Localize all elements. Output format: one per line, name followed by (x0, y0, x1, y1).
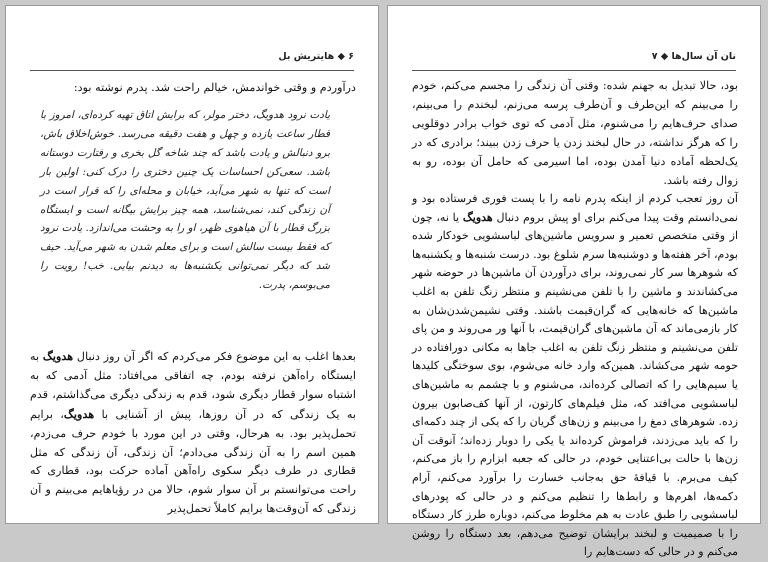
letter-quote: یادت نرود هدویگ، دختر مولر، که برایش اتاق تهیه کرده‌ای، امروز با قطار ساعت یازده و چهل و هفت دقیقه می‌رسد. خوش‌اخلاق باش، برو دنبالش و یادت باشد که چند شاخه گل بخری و رفتارت دوستانه باشد. سعی‌کن احساسات یک چنین دختری را درک کنی: اولین بار است که تنها به شهر می‌آید، خیابان و محله‌ای را که قرار است در آن زندگی کند، نمی‌شناسد، همه چیز برایش بیگانه است و ایستگاه بزرگ قطار با آن هیاهوی ظهر، او را به وحشت می‌اندازد. یادت نرود که فقط بیست سالش است و برای معلم شدن به شهر می‌آید. حیف شد که دیگر نمی‌توانی یکشنبه‌ها به دیدنم بیایی. خب! رویت را می‌بوسم، پدرت. (40, 109, 330, 292)
running-header (30, 48, 354, 71)
diamond-icon: ◆ (660, 51, 669, 62)
page-number: ۶ (348, 51, 354, 62)
main-paragraph (30, 347, 356, 519)
page-number: ۷ (651, 51, 658, 62)
running-title: هایتریش بل (278, 51, 335, 62)
name-bold: هدویگ (63, 406, 95, 421)
paragraph-2 (412, 190, 738, 562)
text-run: یا نه، چون از وقتی متخصص تعمیر و سرویس ماشین‌های لباسشویی خودکار شده بودم، آخر هفته‌ها و دوشنبه‌ها سرم شلوغ بود. درست شنبه‌ها و یکشنبه‌ها که شوهرها سر کار نمی‌روند، برای درآوردن آن ماشین‌ها در حوضه شهر می‌کشاندند و ماشین را با تلفن می‌نشینم و منتظر زنگ تلفن به اغلب ماشین‌ها که خانه‌هایی که گران‌قیمت باشند. وقتی نشیمن‌شدن‌شان به کار بازمی‌ماند که آن ماشین‌های گران‌قیمت، با آنها ور می‌روند و من پای تلفن می‌نشینم و منتظر زنگ تلفن به اغلب جاها به مکانی دورافتاده در حومه شهر می‌کشاند. همین‌که وارد خانه می‌شوم، بوی سوختگی کلیدها یا سیم‌هایی را که اتصالی کرده‌اند، می‌شنوم و با چشمم به ماشین‌های لباسشویی می‌افتد که، مثل فیلم‌های کارتون، از آنها کف‌صابون بیرون زده. شوهرهای دمغ را می‌بینم و زن‌های گریان را که یکی از چند دکمه‌ای را که باید می‌زدند، فراموش کرده‌اند یا یکی را دوبار زده‌اند؛ آنوقت آن زن‌ها با حالت بی‌اعتنایی خودم، در حالی که جعبه ابزارم را باز می‌کنم، کیف می‌برم. با قیافهٔ حق به‌جانب خسارت را برآورد می‌کنم، آرام دکمه‌ها، اهرم‌ها و رابط‌ها را تنظیم می‌کنم و در حالی که پودرهای لباسشویی را طبق عادت به هم مخلوط می‌کنم، دوباره طرز کار دستگاه را با صمیمیت و لبخند برایشان توضیح می‌دهم، بعد دستگاه را روشن می‌کنم و در حالی که دست‌هایم را (412, 210, 738, 559)
running-title: نان آن سال‌ها (671, 51, 736, 62)
text-run: بعدها اغلب به این موضوع فکر می‌کردم که اگر آن روز دنبال (73, 350, 356, 363)
text-run: آن روز تعجب کردم از اینکه پدرم نامه را با پست فوری فرستاده بود و نمی‌دانستم وقت پیدا می‌کنم برای او پیش بروم دنبال (412, 192, 738, 224)
paragraph-1: بود، حالا تبدیل به جهنم شده: وقتی آن زندگی را مجسم می‌کنم، خودم را می‌بینم که این‌طرف و آن‌طرف پرسه می‌زنم، لبخندم را می‌بینم، صدای حرف‌هایم را می‌شنوم، مثل آدمی که توی خواب برادر دوقلویی را که هرگز نداشته، در حال لبخند زدن یا حرف زدن ببیند؛ برادری که در یک‌لحظه آماده دنیا آمدن بوده، اما اسیرمی که حامل آن بوده، رو به زوال رفته باشد. (412, 79, 738, 187)
page-number-label (278, 51, 354, 62)
running-header (412, 48, 736, 71)
intro-line: درآوردم و وقتی خواندمش، خیالم راحت شد. پدرم نوشته بود: (73, 81, 356, 94)
text-run: ، برایم تحمل‌پذیر بود. به هرحال، وقتی در این مورد با خودم حرف می‌زدم، همین اسم را به آن زندگی می‌دادم؛ آن زندگی، آن زندگی که مثل قطاری در طرف دیگر سکوی راه‌آهن آماده حرکت بود، قطاری که راحت می‌توانستم بر آن سوار شوم، حالا من در رؤیاهایم می‌بینم و آن زندگی که آن‌وقت‌ها برایم کاملاً تحمل‌پذیر (30, 407, 356, 516)
right-page (387, 5, 761, 559)
diamond-icon: ◆ (337, 51, 345, 62)
text-run: به ایستگاه راه‌آهن نرفته بودم، چه اتفاقی می‌افتاد: مثل آدمی که به اشتباه سوار قطار دیگری شود، قدم به زندگی دیگری می‌گذاشتم، قدم به یک زندگی که در آن روزها، پیش از آشنایی با (30, 350, 357, 421)
name-bold: هدویگ (462, 210, 493, 224)
running-title-block (652, 51, 736, 62)
name-bold: هدویگ (42, 349, 74, 363)
left-page (5, 5, 379, 524)
